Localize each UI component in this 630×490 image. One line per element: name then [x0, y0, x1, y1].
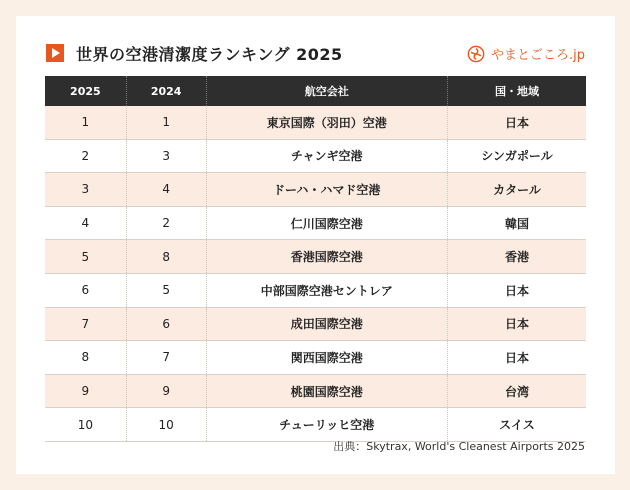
- table-row: [45, 173, 586, 207]
- airport-name-cell: チューリッヒ空港: [206, 408, 447, 442]
- region-cell: シンガポール: [447, 139, 586, 173]
- rank-2025-cell: 6: [45, 273, 126, 307]
- airport-name-cell: 東京国際（羽田）空港: [206, 106, 447, 139]
- region-cell: 台湾: [447, 374, 586, 408]
- table-row: [45, 408, 586, 442]
- title-bar: [46, 40, 343, 66]
- rank-2024-cell: 5: [126, 273, 206, 307]
- airport-name-cell: ドーハ・ハマド空港: [206, 173, 447, 207]
- rank-2025-cell: 3: [45, 173, 126, 207]
- rank-2024-cell: 6: [126, 307, 206, 341]
- rank-2024-cell: 1: [126, 106, 206, 139]
- airport-name-cell: 関西国際空港: [206, 341, 447, 375]
- ranking-card: [16, 16, 615, 474]
- region-cell: スイス: [447, 408, 586, 442]
- rank-2025-cell: 10: [45, 408, 126, 442]
- rank-2024-cell: 7: [126, 341, 206, 375]
- rank-2024-cell: 9: [126, 374, 206, 408]
- rank-2025-cell: 7: [45, 307, 126, 341]
- table-row: [45, 240, 586, 274]
- airport-name-cell: 桃園国際空港: [206, 374, 447, 408]
- table-row: [45, 106, 586, 139]
- airport-name-cell: 成田国際空港: [206, 307, 447, 341]
- table-row: [45, 206, 586, 240]
- airport-name-cell: 中部国際空港セントレア: [206, 273, 447, 307]
- airport-name-cell: チャンギ空港: [206, 139, 447, 173]
- table-row: [45, 374, 586, 408]
- region-cell: 日本: [447, 273, 586, 307]
- source-note: 出典：Skytrax, World's Cleanest Airports 2025: [333, 440, 585, 453]
- rank-2025-cell: 9: [45, 374, 126, 408]
- table-header-row: [45, 76, 586, 106]
- rank-2024-cell: 8: [126, 240, 206, 274]
- header-region: 国・地域: [447, 76, 586, 106]
- region-cell: 日本: [447, 341, 586, 375]
- airport-name-cell: 仁川国際空港: [206, 206, 447, 240]
- region-cell: 日本: [447, 106, 586, 139]
- rank-2025-cell: 5: [45, 240, 126, 274]
- brand-logo[interactable]: [467, 44, 585, 63]
- rank-2024-cell: 10: [126, 408, 206, 442]
- region-cell: 香港: [447, 240, 586, 274]
- page-title: 世界の空港清潔度ランキング 2025: [76, 44, 343, 64]
- rank-2025-cell: 4: [45, 206, 126, 240]
- region-cell: カタール: [447, 173, 586, 207]
- region-cell: 韓国: [447, 206, 586, 240]
- table-row: [45, 307, 586, 341]
- header-2024: 2024: [126, 76, 206, 106]
- table-row: [45, 139, 586, 173]
- rank-2024-cell: 3: [126, 139, 206, 173]
- table-body: [45, 106, 586, 441]
- rank-2025-cell: 8: [45, 341, 126, 375]
- brand-text: やまとごころ.jp: [491, 48, 585, 63]
- ranking-table: [45, 76, 586, 442]
- play-icon: [46, 44, 64, 62]
- rank-2025-cell: 2: [45, 139, 126, 173]
- header-airport: 航空会社: [206, 76, 447, 106]
- tomoe-logo-icon: [467, 45, 485, 63]
- rank-2025-cell: 1: [45, 106, 126, 139]
- rank-2024-cell: 4: [126, 173, 206, 207]
- airport-name-cell: 香港国際空港: [206, 240, 447, 274]
- table-row: [45, 273, 586, 307]
- header-2025: 2025: [45, 76, 126, 106]
- region-cell: 日本: [447, 307, 586, 341]
- table-row: [45, 341, 586, 375]
- rank-2024-cell: 2: [126, 206, 206, 240]
